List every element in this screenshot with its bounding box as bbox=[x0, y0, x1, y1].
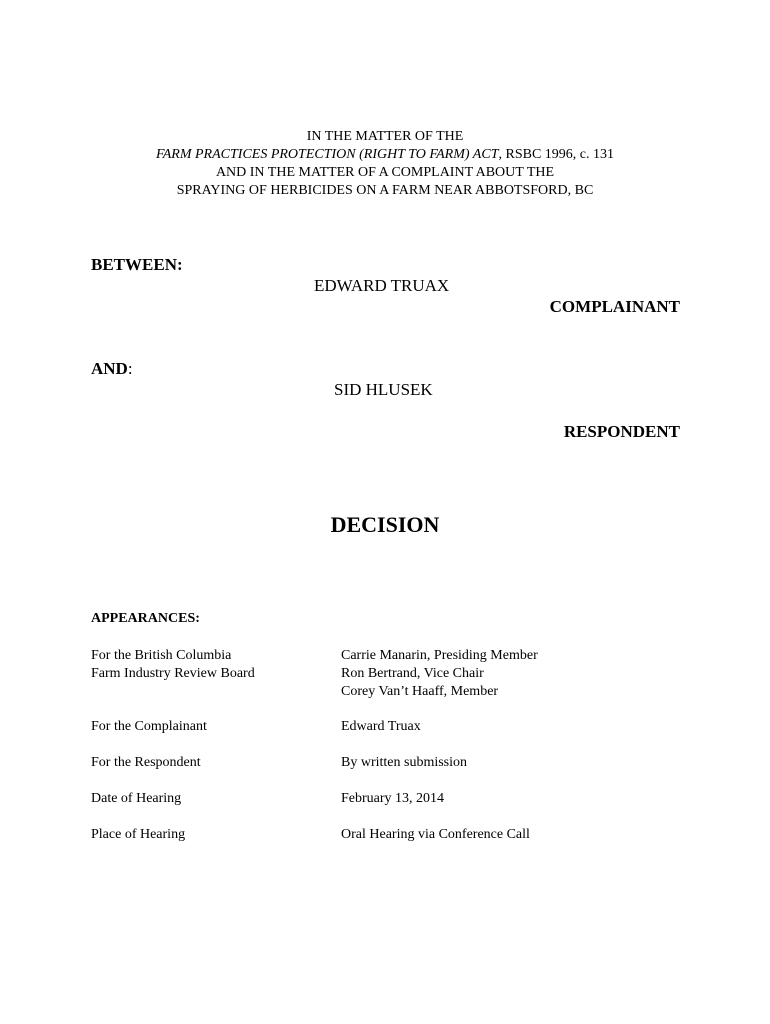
caption-line-3: AND IN THE MATTER OF A COMPLAINT ABOUT THE bbox=[215, 165, 555, 180]
appearance-rep-line: Corey Van’t Haaff, Member bbox=[341, 684, 499, 699]
appearance-rep-line: Carrie Manarin, Presiding Member bbox=[341, 648, 538, 663]
hearing-place-label: Place of Hearing bbox=[91, 827, 186, 842]
appearance-representative: By written submission bbox=[341, 755, 468, 770]
hearing-place-value: Oral Hearing via Conference Call bbox=[341, 827, 530, 842]
hearing-date-value: February 13, 2014 bbox=[341, 791, 445, 806]
complainant-name: EDWARD TRUAX bbox=[314, 276, 450, 295]
and-colon: : bbox=[127, 359, 133, 378]
appearance-party bbox=[91, 647, 331, 683]
appearance-party-line: For the British Columbia bbox=[91, 648, 232, 663]
caption-line-2 bbox=[0, 146, 770, 164]
case-caption bbox=[0, 128, 770, 200]
between-label: BETWEEN: bbox=[91, 255, 183, 274]
statute-name: FARM PRACTICES PROTECTION (RIGHT TO FARM) ACT bbox=[155, 147, 499, 162]
appearance-party: For the Respondent bbox=[91, 755, 201, 770]
appearance-party-line: Farm Industry Review Board bbox=[91, 666, 255, 681]
appearance-representative: Edward Truax bbox=[341, 719, 421, 734]
appearance-representative bbox=[341, 647, 681, 701]
caption-line-4: SPRAYING OF HERBICIDES ON A FARM NEAR ABBOTSFORD, BC bbox=[176, 183, 594, 198]
decision-title: DECISION bbox=[330, 512, 440, 537]
complainant-role: COMPLAINANT bbox=[549, 297, 680, 316]
statute-citation: , RSBC 1996, c. 131 bbox=[498, 147, 615, 162]
appearance-rep-line: Ron Bertrand, Vice Chair bbox=[341, 666, 484, 681]
appearance-party: For the Complainant bbox=[91, 719, 207, 734]
and-label-wrap bbox=[91, 359, 133, 379]
respondent-name: SID HLUSEK bbox=[334, 380, 433, 399]
and-label: AND bbox=[91, 359, 128, 378]
appearances-title: APPEARANCES: bbox=[91, 611, 200, 626]
respondent-role: RESPONDENT bbox=[563, 422, 680, 441]
hearing-date-label: Date of Hearing bbox=[91, 791, 182, 806]
caption-line-1: IN THE MATTER OF THE bbox=[306, 129, 464, 144]
